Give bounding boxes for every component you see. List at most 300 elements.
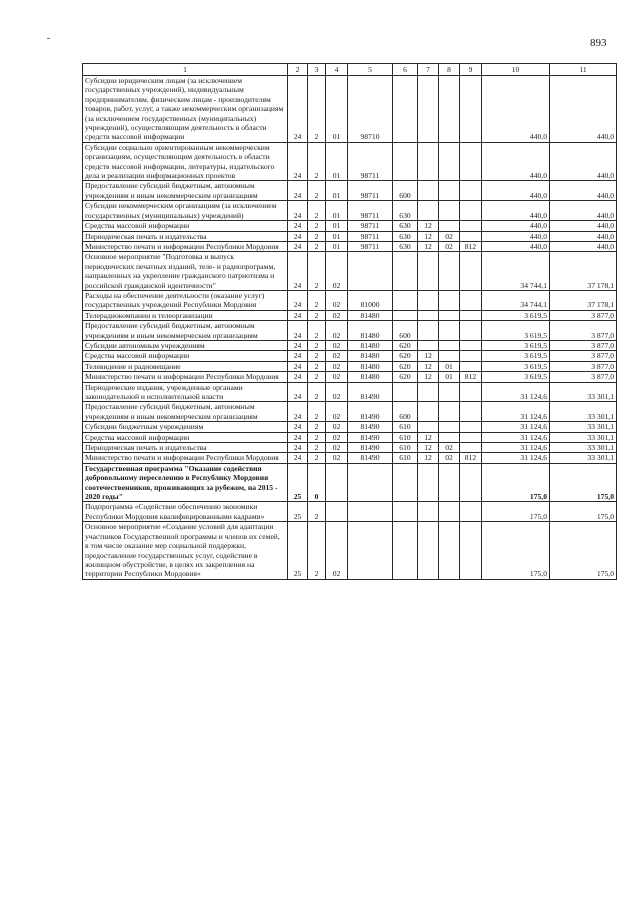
code-cell: 02 [326,252,348,291]
amount-cell: 3 619,5 [482,351,550,361]
amount-cell: 440,0 [482,221,550,231]
code-cell: 24 [288,361,308,371]
amount-cell: 3 619,5 [482,361,550,371]
table-row [83,351,617,361]
code-cell [439,310,460,320]
row-name-cell: Периодическая печать и издательства [83,443,288,453]
code-cell: 24 [288,340,308,350]
code-cell: 24 [288,402,308,422]
code-cell [439,351,460,361]
amount-cell: 440,0 [550,231,617,241]
row-name-cell: Средства массовой информации [83,432,288,442]
column-header: 11 [550,64,617,76]
code-cell: 12 [418,372,439,382]
row-name-cell: Государственная программа "Оказание содействия добровольному переселению в Республику Мордовия соотечественников, проживающих за рубежом, на 2015 - 2020 годы" [83,463,288,502]
code-cell: 620 [393,351,418,361]
code-cell: 2 [308,522,326,579]
amount-cell: 3 877,0 [550,361,617,371]
code-cell [439,463,460,502]
amount-cell: 3 619,5 [482,310,550,320]
amount-cell: 3 619,5 [482,340,550,350]
amount-cell: 3 877,0 [550,372,617,382]
code-cell: 01 [326,201,348,221]
code-cell: 24 [288,241,308,251]
code-cell [439,76,460,143]
code-cell: 812 [460,241,482,251]
code-cell [439,522,460,579]
amount-cell: 175,0 [550,463,617,502]
code-cell: 24 [288,290,308,310]
amount-cell: 440,0 [550,76,617,143]
code-cell: 24 [288,221,308,231]
amount-cell: 440,0 [550,221,617,231]
row-name-cell: Расходы на обеспечение деятельности (оказание услуг) государственных учреждений Республики Мордовия [83,290,288,310]
amount-cell: 440,0 [550,142,617,181]
code-cell: 98710 [348,76,393,143]
code-cell: 2 [308,422,326,432]
code-cell: 12 [418,231,439,241]
code-cell [460,221,482,231]
table-row [83,290,617,310]
code-cell: 02 [326,310,348,320]
code-cell: 2 [308,321,326,341]
column-header: 7 [418,64,439,76]
amount-cell: 31 124,6 [482,402,550,422]
code-cell: 02 [326,432,348,442]
code-cell [460,522,482,579]
code-cell: 98711 [348,142,393,181]
code-cell [460,142,482,181]
code-cell: 600 [393,181,418,201]
code-cell [460,201,482,221]
row-name-cell: Периодические издания, учрежденные органами законодательной и исполнительной власти [83,382,288,402]
code-cell: 02 [439,453,460,463]
row-name-cell: Предоставление субсидий бюджетным, автономным учреждениям и иным некоммерческим организациям [83,402,288,422]
code-cell: 02 [326,351,348,361]
amount-cell: 3 619,5 [482,372,550,382]
row-name-cell: Министерство печати и информации Республики Мордовия [83,241,288,251]
code-cell: 01 [439,372,460,382]
table-row [83,340,617,350]
code-cell: 98711 [348,241,393,251]
amount-cell: 37 178,1 [550,252,617,291]
code-cell: 81480 [348,321,393,341]
code-cell: 2 [308,221,326,231]
row-name-cell: Средства массовой информации [83,351,288,361]
row-name-cell: Периодическая печать и издательства [83,231,288,241]
table-row [83,432,617,442]
column-header: 3 [308,64,326,76]
code-cell: 12 [418,221,439,231]
table-row [83,361,617,371]
code-cell: 24 [288,321,308,341]
amount-cell: 175,0 [482,463,550,502]
code-cell [439,181,460,201]
amount-cell: 33 301,1 [550,422,617,432]
row-name-cell: Субсидии некоммерческим организациям (за исключением государственных (муниципальных) учреждений) [83,201,288,221]
code-cell [418,201,439,221]
amount-cell: 175,0 [550,502,617,522]
table-header-row [83,64,617,76]
code-cell: 02 [326,290,348,310]
code-cell [418,422,439,432]
code-cell [418,340,439,350]
code-cell: 24 [288,310,308,320]
code-cell [418,181,439,201]
table-row [83,453,617,463]
code-cell: 12 [418,351,439,361]
code-cell: 12 [418,241,439,251]
code-cell: 02 [326,522,348,579]
code-cell: 610 [393,453,418,463]
amount-cell: 34 744,1 [482,252,550,291]
code-cell [418,502,439,522]
code-cell: 12 [418,453,439,463]
column-header: 8 [439,64,460,76]
code-cell: 81490 [348,402,393,422]
code-cell [326,502,348,522]
code-cell: 02 [326,372,348,382]
amount-cell: 3 877,0 [550,351,617,361]
table-row [83,181,617,201]
code-cell [393,310,418,320]
code-cell: 2 [308,382,326,402]
code-cell: 24 [288,453,308,463]
code-cell: 630 [393,241,418,251]
code-cell: 2 [308,310,326,320]
code-cell: 24 [288,422,308,432]
row-name-cell: Субсидии бюджетным учреждениям [83,422,288,432]
code-cell [393,502,418,522]
amount-cell: 37 178,1 [550,290,617,310]
column-header: 10 [482,64,550,76]
code-cell [348,252,393,291]
table-row [83,463,617,502]
column-header: 2 [288,64,308,76]
code-cell: 2 [308,453,326,463]
amount-cell: 440,0 [482,231,550,241]
code-cell: 81490 [348,432,393,442]
column-header: 9 [460,64,482,76]
code-cell [439,340,460,350]
code-cell: 24 [288,231,308,241]
code-cell: 2 [308,402,326,422]
code-cell: 2 [308,290,326,310]
code-cell [460,402,482,422]
code-cell: 12 [418,432,439,442]
code-cell [418,290,439,310]
row-name-cell: Средства массовой информации [83,221,288,231]
code-cell: 01 [326,241,348,251]
code-cell: 0 [308,463,326,502]
amount-cell: 440,0 [482,142,550,181]
code-cell [393,522,418,579]
code-cell: 24 [288,181,308,201]
code-cell [460,443,482,453]
code-cell [439,321,460,341]
code-cell: 24 [288,252,308,291]
code-cell [460,76,482,143]
code-cell [418,463,439,502]
code-cell: 24 [288,142,308,181]
row-name-cell: Субсидии юридическим лицам (за исключением государственных учреждений), индивидуальным предпринимателям, физическим лицам - производителям товаров, работ, услуг, а также некоммерческим организациям (за исключением государственных (муниципальных) учреждений), осуществляющим деятельность в области средств массовой информации [83,76,288,143]
code-cell: 81480 [348,340,393,350]
code-cell: 812 [460,372,482,382]
amount-cell: 31 124,6 [482,422,550,432]
code-cell: 2 [308,201,326,221]
code-cell [460,181,482,201]
amount-cell: 440,0 [550,181,617,201]
page-number: 893 [590,37,607,49]
code-cell: 01 [326,76,348,143]
code-cell: 02 [326,443,348,453]
table-row [83,76,617,143]
amount-cell: 3 877,0 [550,340,617,350]
code-cell: 2 [308,351,326,361]
table-row [83,310,617,320]
code-cell: 2 [308,432,326,442]
amount-cell: 3 619,5 [482,321,550,341]
table-row [83,201,617,221]
code-cell [439,432,460,442]
row-name-cell: Предоставление субсидий бюджетным, автономным учреждениям и иным некоммерческим организациям [83,321,288,341]
code-cell: 24 [288,443,308,453]
table-row [83,382,617,402]
table-row [83,321,617,341]
code-cell: 2 [308,372,326,382]
code-cell [439,221,460,231]
code-cell: 02 [326,340,348,350]
amount-cell: 31 124,6 [482,453,550,463]
code-cell [393,76,418,143]
amount-cell: 33 301,1 [550,402,617,422]
amount-cell: 440,0 [482,76,550,143]
code-cell [460,231,482,241]
code-cell [439,201,460,221]
amount-cell: 175,0 [482,522,550,579]
column-header: 4 [326,64,348,76]
code-cell: 24 [288,432,308,442]
code-cell [348,463,393,502]
code-cell: 630 [393,221,418,231]
code-cell: 02 [326,382,348,402]
table-row [83,422,617,432]
row-name-cell: Министерство печати и информации Республики Мордовия [83,453,288,463]
amount-cell: 3 877,0 [550,321,617,341]
amount-cell: 31 124,6 [482,443,550,453]
column-header: 5 [348,64,393,76]
table-row [83,402,617,422]
amount-cell: 33 301,1 [550,382,617,402]
code-cell: 2 [308,361,326,371]
code-cell: 12 [418,443,439,453]
code-cell [393,142,418,181]
code-cell [393,463,418,502]
code-cell [460,351,482,361]
row-name-cell: Субсидии автономным учреждениям [83,340,288,350]
code-cell [439,502,460,522]
code-cell: 02 [326,321,348,341]
code-cell: 24 [288,76,308,143]
code-cell: 02 [439,443,460,453]
code-cell [348,522,393,579]
table-row [83,372,617,382]
code-cell [348,502,393,522]
code-cell [439,290,460,310]
code-cell [460,340,482,350]
code-cell [460,422,482,432]
budget-table [82,63,617,580]
code-cell [393,252,418,291]
row-name-cell: Министерство печати и информации Республики Мордовия [83,372,288,382]
code-cell [460,252,482,291]
code-cell: 02 [326,453,348,463]
code-cell [439,402,460,422]
code-cell [460,382,482,402]
code-cell: 2 [308,231,326,241]
code-cell [418,321,439,341]
code-cell [418,402,439,422]
row-name-cell: Предоставление субсидий бюджетным, автономным учреждениям и иным некоммерческим организациям [83,181,288,201]
code-cell: 2 [308,181,326,201]
code-cell: 01 [326,142,348,181]
code-cell: 81480 [348,361,393,371]
amount-cell: 33 301,1 [550,432,617,442]
code-cell: 620 [393,340,418,350]
code-cell: 24 [288,201,308,221]
table-row [83,231,617,241]
code-cell [460,361,482,371]
amount-cell: 440,0 [482,201,550,221]
code-cell: 01 [326,231,348,241]
code-cell [418,142,439,181]
code-cell: 81490 [348,382,393,402]
code-cell [418,252,439,291]
code-cell: 01 [439,361,460,371]
code-cell: 2 [308,443,326,453]
amount-cell: 175,0 [482,502,550,522]
row-name-cell: Подпрограмма «Содействие обеспечению экономики Республики Мордовия квалифицированными кадрами» [83,502,288,522]
code-cell: 25 [288,463,308,502]
amount-cell: 33 301,1 [550,453,617,463]
table-row [83,252,617,291]
code-cell: 2 [308,502,326,522]
code-cell: 81490 [348,453,393,463]
code-cell [460,463,482,502]
code-cell: 812 [460,453,482,463]
code-cell [460,502,482,522]
code-cell: 24 [288,382,308,402]
table-row [83,522,617,579]
table-row [83,142,617,181]
table-body [83,76,617,580]
code-cell [418,382,439,402]
code-cell [439,252,460,291]
code-cell [418,310,439,320]
code-cell: 2 [308,340,326,350]
code-cell: 2 [308,142,326,181]
code-cell: 620 [393,361,418,371]
code-cell: 98711 [348,201,393,221]
code-cell [418,522,439,579]
code-cell: 630 [393,231,418,241]
code-cell: 600 [393,321,418,341]
row-name-cell: Основное мероприятие "Подготовка и выпуск периодических печатных изданий, теле- и радиопрограмм, направленных на укрепление гражданского патриотизма и российской гражданской идентичности" [83,252,288,291]
amount-cell: 440,0 [482,181,550,201]
amount-cell: 3 877,0 [550,310,617,320]
code-cell [460,290,482,310]
column-header: 6 [393,64,418,76]
code-cell: 02 [326,422,348,432]
code-cell: 610 [393,432,418,442]
column-header: 1 [83,64,288,76]
table-row [83,443,617,453]
code-cell: 02 [439,241,460,251]
code-cell: 98711 [348,221,393,231]
code-cell [393,382,418,402]
code-cell [439,422,460,432]
code-cell [460,432,482,442]
code-cell: 620 [393,372,418,382]
code-cell [393,290,418,310]
code-cell: 600 [393,402,418,422]
code-cell: 81480 [348,310,393,320]
code-cell: 81000 [348,290,393,310]
code-cell: 2 [308,241,326,251]
code-cell: 98711 [348,181,393,201]
row-name-cell: Субсидии социально ориентированным некоммерческим организациям, осуществляющим деятельность в области средств массовой информации, литературы, издательского дела и реализации информационных проектов [83,142,288,181]
amount-cell: 34 744,1 [482,290,550,310]
code-cell: 25 [288,502,308,522]
code-cell: 02 [326,402,348,422]
amount-cell: 33 301,1 [550,443,617,453]
amount-cell: 440,0 [550,201,617,221]
code-cell [460,321,482,341]
code-cell: 610 [393,443,418,453]
scan-mark [47,38,50,39]
code-cell: 610 [393,422,418,432]
code-cell [439,142,460,181]
table-row [83,502,617,522]
code-cell: 2 [308,252,326,291]
amount-cell: 440,0 [482,241,550,251]
row-name-cell: Основное мероприятие «Создание условий для адаптации участников Государственной программы и членов их семей, в том числе оказание мер социальной поддержки, предоставление государственных услуг, содействие в жилищном обустройстве, в целях их закрепления на территории Республики Мордовия» [83,522,288,579]
row-name-cell: Телевидение и радиовещание [83,361,288,371]
code-cell: 01 [326,181,348,201]
table-row [83,221,617,231]
code-cell: 81480 [348,351,393,361]
code-cell: 24 [288,351,308,361]
code-cell: 81480 [348,372,393,382]
code-cell [439,382,460,402]
code-cell: 98711 [348,231,393,241]
code-cell: 02 [326,361,348,371]
code-cell: 81490 [348,443,393,453]
code-cell: 02 [439,231,460,241]
code-cell: 12 [418,361,439,371]
code-cell: 630 [393,201,418,221]
code-cell: 01 [326,221,348,231]
code-cell: 2 [308,76,326,143]
code-cell: 81490 [348,422,393,432]
table-row [83,241,617,251]
amount-cell: 175,0 [550,522,617,579]
code-cell: 24 [288,372,308,382]
amount-cell: 440,0 [550,241,617,251]
amount-cell: 31 124,6 [482,432,550,442]
code-cell [418,76,439,143]
amount-cell: 31 124,6 [482,382,550,402]
